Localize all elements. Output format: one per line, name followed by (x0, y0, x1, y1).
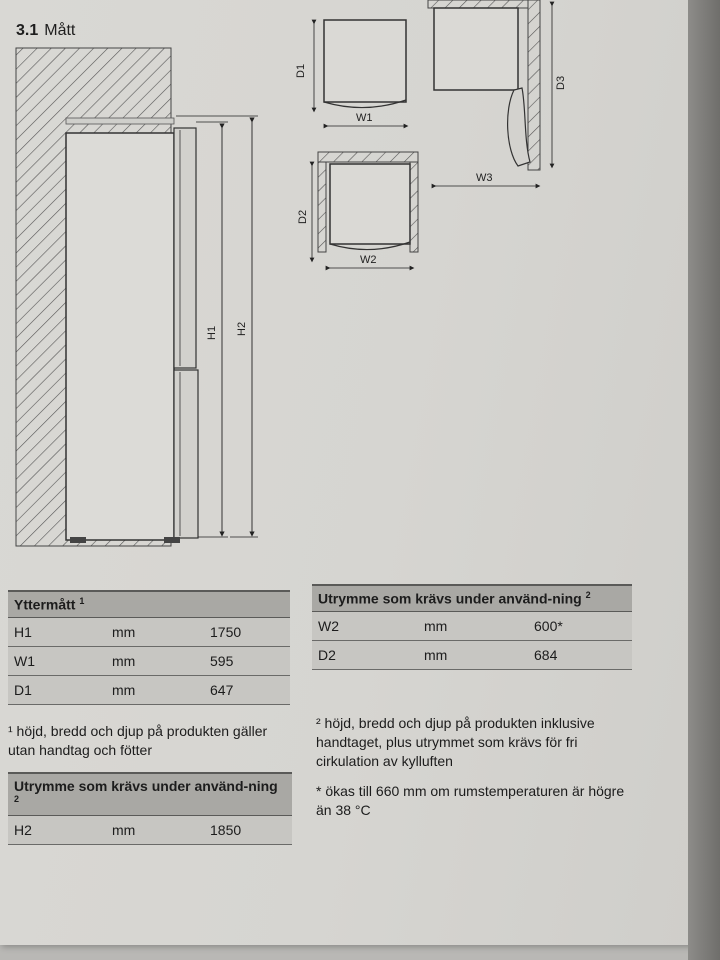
outer-dimensions-table (8, 590, 290, 705)
top-view-d3-w3 (428, 0, 567, 186)
table-row: W1 mm 595 (8, 646, 290, 675)
table-row: H1 mm 1750 (8, 617, 290, 646)
table-row: W2 mm 600* (312, 611, 632, 640)
table-header: Utrymme som krävs under använd-ning $^2$ (8, 773, 292, 815)
w1-label: W1 (356, 112, 373, 124)
table-header: Utrymme som krävs under använd-ning $^2$ (312, 585, 632, 611)
space-required-table-w2-d2 (312, 584, 632, 670)
section-title: Mått (44, 22, 76, 39)
table-row: H2 mm 1850 (8, 815, 292, 844)
space-required-table-h2 (8, 772, 292, 845)
footnote-2: ² höjd, bredd och djup på produkten inklusive handtaget, plus utrymmet som krävs för fri cirkulation av kylluften (316, 715, 595, 769)
footnote-temperature: * ökas till 660 mm om rumstemperaturen är högre än 38 °C (316, 783, 625, 818)
d3-label: D3 (555, 75, 567, 90)
h1-dimension (196, 122, 228, 537)
top-view-d2-w2 (297, 152, 418, 268)
table-header: Yttermått $^1$ (8, 591, 290, 617)
d1-label: D1 (295, 63, 307, 78)
top-view-d1-w1 (295, 20, 406, 126)
h1-label: H1 (206, 325, 218, 340)
fridge-side-view (66, 118, 198, 543)
d2-label: D2 (297, 209, 309, 224)
h2-label: H2 (236, 321, 248, 336)
table-row: D1 mm 647 (8, 675, 290, 704)
table-row: D2 mm 684 (312, 640, 632, 669)
section-number: 3.1 (16, 22, 39, 39)
footnote-1: ¹ höjd, bredd och djup på produkten gäller utan handtag och fötter (8, 723, 268, 758)
w2-label: W2 (360, 254, 377, 266)
w3-label: W3 (476, 172, 493, 184)
